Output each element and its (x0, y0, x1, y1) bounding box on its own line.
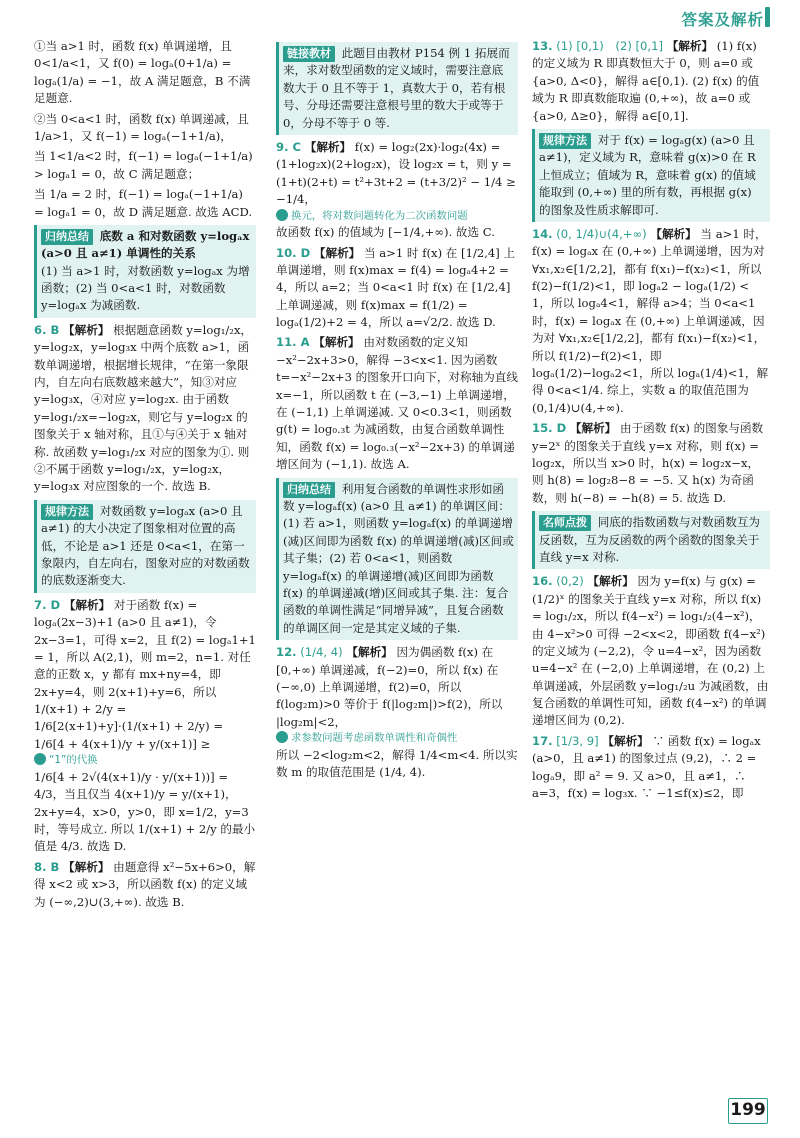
summary-box (34, 225, 256, 318)
page-number: 199 (728, 1098, 768, 1124)
analysis-tag: 【解析】 (587, 574, 634, 589)
analysis-text: f(x) = log₂(2x)·log₂(4x) = (1+log₂x)(2+log₂x)，设 log₂x = t，则 y = (1+t)(2+t) = t²+3t+2 = (t+3/2)² − 1/4 ≥ −1/4， (276, 139, 516, 207)
analysis-tag: 【解析】 (602, 733, 649, 748)
hint-icon (276, 209, 288, 221)
teacher-tip-box (532, 511, 770, 569)
question-number: 15. D (532, 421, 567, 436)
question-number: 13. (532, 39, 553, 53)
header-title: 答案及解析 (681, 11, 764, 29)
analysis-text-continued: 所以 −2<log₂m<2，解得 1/4<m<4. 所以实数 m 的取值范围是 (1/4, 4). (276, 747, 518, 780)
method-box (34, 500, 256, 593)
method-box-2 (532, 129, 770, 222)
question-number: 17. (532, 733, 553, 748)
box-text: (1) 当 a>1 时，对数函数 y=logₐx 为增函数；(2) 当 0<a<1 时，对数函数 y=logₐx 为减函数. (41, 263, 250, 313)
analysis-tag: 【解析】 (63, 859, 110, 874)
analysis-text: 因为偶函数 f(x) 在 [0,+∞) 单调递减，f(−2)=0，所以 f(x) 在 (−∞,0) 上单调递增，f(2)=0，所以 f(log₂m)>0 等价于 f(|log₂m|)>f(2)，所以 |log₂m|<2， (276, 645, 503, 729)
analysis-text: (1) f(x) 的定义域为 R 即真数恒大于 0，则 a=0 或 {a>0, Δ<0}，解得 a∈[0,1). (2) f(x) 的值域为 R 即真数能取遍 (0,+∞)，故 a=0 或 {a>0, Δ≥0}，解得 a∈[0,1]. (532, 39, 760, 123)
hint-note (276, 731, 518, 747)
analysis-text-continued: 1/6[4 + 2√(4(x+1)/y · y/(x+1))] = 4/3，当且仅当 4(x+1)/y = y/(x+1)，2x+y=4，x>0，y>0，即 x=1/2，y=3 时，等号成立. 所以 1/(x+1) + 2/y 的最小值是 4/3. 故选 D. (34, 769, 256, 854)
column-middle (276, 38, 518, 784)
analysis-tag: 【解析】 (313, 245, 361, 260)
box-label: 名师点拨 (539, 515, 591, 531)
box-title: 底数 a 和对数函数 y=logₐx (a>0 且 a≠1) 单调性的关系 (41, 228, 250, 261)
box-text: 对于 f(x) = logₐg(x) (a>0 且 a≠1)，定义域为 R，意味着 g(x)>0 在 R 上恒成立；值域为 R，意味着 g(x) 的值域能取到 (0,+∞) 里的所有数，再根据 g(x) 的图象及性质求解即可. (539, 132, 756, 217)
analysis-text: 当 a>1 时 f(x) 在 [1/2,4] 上单调递增，则 f(x)max = f(4) = logₐ4+2 = 4，所以 a=2；当 0<a<1 时 f(x) 在 [1/2,4] 上单调递减，则 f(x)max = f(1/2) = logₐ(1/2)+2 = 4，所以 a=√2/2. 故选 D. (276, 245, 516, 330)
analysis-tag: 【解析】 (650, 226, 697, 241)
question-13 (532, 38, 770, 125)
box-label: 链接教材 (283, 46, 335, 62)
question-12 (276, 644, 518, 781)
box-label: 规律方法 (41, 504, 93, 520)
hint-note (34, 753, 256, 769)
analysis-tag: 【解析】 (304, 139, 352, 154)
hint-text: 换元，将对数问题转化为二次函数问题 (291, 209, 468, 222)
q5-part4: 当 1/a = 2 时，f(−1) = logₐ(−1+1/a) = logₐ1 = 0，故 D 满足题意. 故选 ACD. (34, 187, 253, 219)
hint-text: 求参数问题考虑函数单调性和奇偶性 (291, 732, 458, 745)
analysis-text: 由题意得 x²−5x+6>0，解得 x<2 或 x>3，所以函数 f(x) 的定义域为 (−∞,2)∪(3,+∞). 故选 B. (34, 859, 256, 909)
question-number: 9. C (276, 139, 302, 154)
answer: [1/3, 9] (556, 733, 599, 748)
hint-icon (276, 731, 288, 743)
analysis-text: 根据题意函数 y=log₁/₂x，y=log₂x，y=log₃x 中两个底数 a>1，函数单调递增，根据增长规律，“在第一象限内，自左向右底数越来越大”，知③对应 y=log₃x，④对应 y=log₂x. 由于函数 y=log₁/₂x=−log₂x，则它与 y=log₂x 的图象关于 x 轴对称，且①与④关于 x 轴对称. 故函数 y=log₁/₂x 对应的图象为①. 则②不属于函数 y=log₁/₂x，y=log₂x，y=log₃x 对应图象的一个. 故选 B. (34, 322, 253, 494)
hint-note (276, 209, 518, 225)
answer: (0,2) (556, 574, 584, 589)
box-text: 此题目由教材 P154 例 1 拓展而来，求对数型函数的定义域时，需要注意底数大于 0 且不等于 1，真数大于 0，若有根号、分母还需要注意根号里的数大于或等于 0，分母不等于 0 等. (283, 46, 510, 130)
analysis-tag: 【解析】 (569, 421, 617, 436)
box-label: 归纳总结 (283, 482, 335, 498)
question-number: 14. (532, 226, 553, 241)
analysis-tag: 【解析】 (63, 322, 110, 337)
question-number: 10. D (276, 245, 311, 260)
question-number: 6. B (34, 322, 60, 337)
box-text: 利用复合函数的单调性求形如函数 y=logₐf(x) (a>0 且 a≠1) 的单调区间：(1) 若 a>1，则函数 y=logₐf(x) 的单调递增(减)区间即为函数 f(x) 的单调递增(减)区间或其子集；(2) 若 0<a<1，则函数 y=logₐf(x) 的单调递增(减)区间即为函数 f(x) 的单调递减(增)区间或其子集. 注：复合函数的单调性满足“同增异减”，且复合函数的单调区间一定是其定义域的子集. (283, 481, 514, 635)
summary-box-2 (276, 478, 518, 641)
analysis-tag: 【解析】 (313, 335, 360, 350)
analysis-text: 由对数函数的定义知 −x²−2x+3>0，解得 −3<x<1. 因为函数 t=−x²−2x+3 的图象开口向下，对称轴为直线 x=−1，所以函数 t 在 (−3,−1) 上单调递增，在 (−1,1) 上单调递减. 又 0<0.3<1，则函数 g(t) = log₀.₃t 为减函数，由复合函数单调性知，函数 f(x) = log₀.₃(−x²−2x+3) 的单调递增区间为 (−1,1). 故选 A. (276, 335, 518, 472)
question-8 (34, 859, 256, 911)
box-label: 归纳总结 (41, 229, 93, 245)
analysis-text: 因为 y=f(x) 与 g(x) = (1/2)ˣ 的图象关于直线 y=x 对称，所以 f(x) = log₁/₂x，所以 f(4−x²) = log₁/₂(4−x²)，由 4−x²>0 可得 −2<x<2，即函数 f(4−x²) 的定义域为 (−2,2)，令 u=4−x²，因为函数 u=4−x² 在 (−2,0) 上单调递增，在 (0,2) 上单调递减，外层函数 y=log₁/₂u 为减函数，由复合函数的单调性可知，函数 f(4−x²) 的单调递增区间为 (0,2). (532, 574, 769, 728)
box-text: 对数函数 y=logₐx (a>0 且 a≠1) 的大小决定了图象相对位置的高低，不论是 a>1 还是 0<a<1，在第一象限内，自左向右，图象对应的对数函数的底数逐渐变大. (41, 503, 250, 588)
question-9 (276, 139, 518, 242)
question-number: 16. (532, 574, 553, 589)
box-label: 规律方法 (539, 133, 591, 149)
analysis-text: 对于函数 f(x) = logₐ(2x−3)+1 (a>0 且 a≠1)，令 2x−3=1，可得 x=2，且 f(2) = logₐ1+1 = 1，所以 A(2,1)，则 m=2，n=1. 对任意的正数 x，y 都有 mx+ny=4，即 2x+y=4，则 2(x+1)+y=6，所以 1/(x+1) + 2/y = 1/6[2(x+1)+y]·(1/(x+1) + 2/y) = 1/6[4 + 4(x+1)/y + y/(x+1)] ≥ (34, 597, 256, 751)
q5-part3: 当 1<1/a<2 时，f(−1) = logₐ(−1+1/a) > logₐ1 = 0，故 C 满足题意； (34, 149, 253, 181)
question-16 (532, 573, 770, 730)
question-11 (276, 334, 518, 473)
answer: (1) [0,1) (2) [0,1] (556, 39, 664, 53)
question-number: 7. D (34, 597, 61, 612)
hint-text: “1”的代换 (49, 754, 98, 767)
question-17 (532, 733, 770, 803)
textbook-link-box (276, 42, 518, 135)
analysis-tag: 【解析】 (666, 39, 714, 53)
analysis-tag: 【解析】 (63, 597, 111, 612)
box-text: 同底的指数函数与对数函数互为反函数，互为反函数的两个函数的图象关于直线 y=x 对称. (539, 515, 761, 564)
analysis-text: 由于函数 f(x) 的图象与函数 y=2ˣ 的图象关于直线 y=x 对称，则 f(x) = log₂x，所以当 x>0 时，h(x) = log₂x−x，则 h(8) = log₂8−8 = −5. 又 h(x) 为奇函数，则 h(−8) = −h(8) = 5. 故选 D. (532, 421, 764, 505)
column-right (532, 38, 770, 805)
question-number: 8. B (34, 859, 60, 874)
q5-part2: ②当 0<a<1 时，函数 f(x) 单调递减，且 1/a>1，又 f(−1) = logₐ(−1+1/a)， (34, 111, 249, 143)
hint-icon (34, 753, 46, 765)
q5-part1: ①当 a>1 时，函数 f(x) 单调递增，且 0<1/a<1，又 f(0) = logₐ(0+1/a) = logₐ(1/a) = −1，故 A 满足题意，B 不满足题意. (34, 39, 251, 106)
header-accent-bar (765, 7, 770, 27)
question-number: 12. (276, 645, 297, 660)
analysis-tag: 【解析】 (346, 645, 393, 660)
answer: (1/4, 4) (300, 645, 343, 660)
question-6 (34, 322, 256, 496)
analysis-text-continued: 故函数 f(x) 的值域为 [−1/4,+∞). 故选 C. (276, 225, 495, 240)
answer: (0, 1/4)∪(4,+∞) (556, 226, 647, 241)
analysis-text: ∵ 函数 f(x) = logₐx (a>0，且 a≠1) 的图象过点 (9,2)，∴ 2 = logₐ9，即 a² = 9. 又 a>0，且 a≠1，∴ a=3，f(x) = log₃x. ∵ −1≤f(x)≤2，即 (532, 733, 761, 801)
column-left (34, 38, 256, 914)
question-15 (532, 420, 770, 507)
question-10 (276, 245, 518, 332)
analysis-text: 当 a>1 时，f(x) = logₐx 在 (0,+∞) 上单调递增，因为对 ∀x₁,x₂∈[1/2,2]，都有 f(x₁)−f(x₂)<1，所以 f(2)−f(1/2)<1，即 logₐ2 − logₐ(1/2) < 1，所以 logₐ4<1，解得 a>4；当 0<a<1 时，f(x) = logₐx 在 (0,+∞) 上单调递减，因为对 ∀x₁,x₂∈[1/2,2]，都有 f(x₁)−f(x₂)<1，所以 f(1/2)−f(2)<1，即 logₐ(1/2)−logₐ2<1，所以 logₐ(1/4)<1，解得 0<a<1/4. 综上，实数 a 的取值范围为 (0,1/4)∪(4,+∞). (532, 226, 769, 415)
question-14 (532, 226, 770, 417)
question-number: 11. A (276, 335, 310, 350)
question-7 (34, 597, 256, 856)
